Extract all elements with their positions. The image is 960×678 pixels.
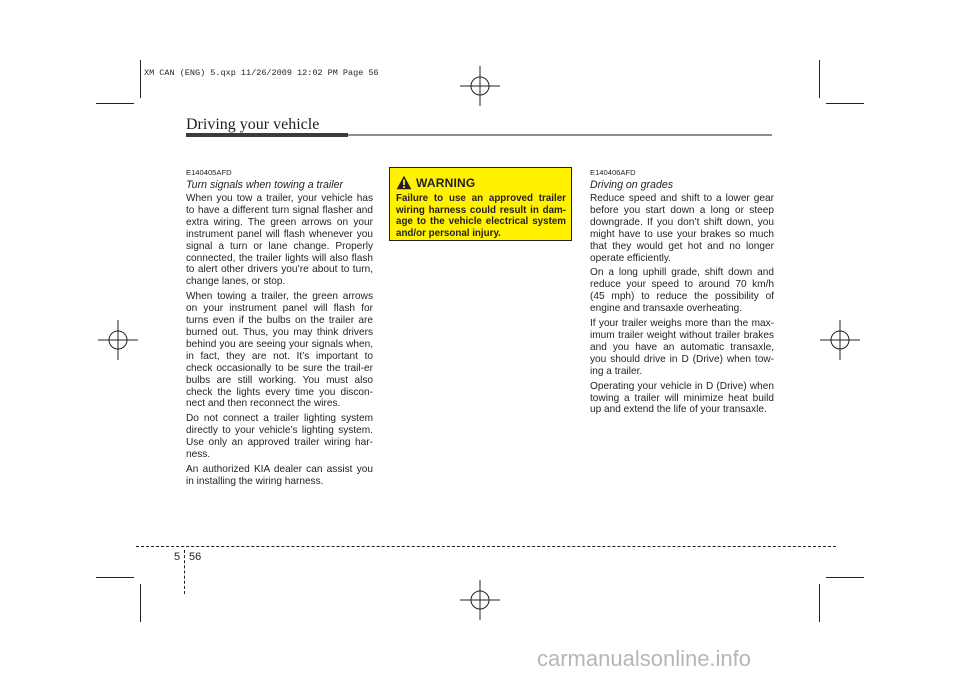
page-number: 56 <box>189 551 202 563</box>
warning-triangle-icon <box>396 175 412 190</box>
paragraph: An authorized KIA dealer can assist you in installing the wiring harness. <box>186 463 373 487</box>
crop-mark <box>96 577 134 578</box>
warning-header <box>396 174 475 191</box>
registration-mark-icon <box>458 64 502 108</box>
section-heading: Turn signals when towing a trailer <box>186 179 344 191</box>
left-column <box>186 168 373 491</box>
right-column <box>590 168 774 419</box>
warning-text: Failure to use an approved trailer wiring harness could result in dam-age to the vehicle electrical system and/or personal injury. <box>396 193 566 239</box>
warning-title: WARNING <box>416 175 476 190</box>
section-code: E140405AFD <box>186 168 232 177</box>
crop-mark <box>819 60 820 98</box>
crop-mark <box>819 584 820 622</box>
watermark: carmanualsonline.info <box>537 646 752 671</box>
crop-mark <box>140 584 141 622</box>
paragraph: When towing a trailer, the green arrows on your instrument panel will flash for turns even if the bulbs on the trailer are burned out. Thus, you may think drivers behind you are seeing your signals when, in fact, they are not. It’s important to check occasionally to be sure the trail-er bulbs are still working. You must also check the lights every time you discon-nect and then reconnect the wires. <box>186 291 373 410</box>
registration-mark-icon <box>96 318 140 362</box>
paragraph: On a long uphill grade, shift down and reduce your speed to around 70 km/h (45 mph) to reduce the possibility of engine and transaxle overheating. <box>590 267 774 315</box>
footer-rule <box>136 546 836 547</box>
section-code: E140406AFD <box>590 168 636 177</box>
footer-divider <box>184 550 185 594</box>
paragraph: Reduce speed and shift to a lower gear before you start down a long or steep downgrade. If you don’t shift down, you might have to use your brakes so much that they would get hot and no longer operate efficiently. <box>590 193 774 264</box>
paragraph: Do not connect a trailer lighting system directly to your vehicle’s lighting system. Use only an approved trailer wiring har-ness. <box>186 413 373 461</box>
crop-mark <box>96 103 134 104</box>
registration-mark-icon <box>818 318 862 362</box>
header-rule-thin <box>348 134 772 136</box>
registration-mark-icon <box>458 578 502 622</box>
print-slug: XM CAN (ENG) 5.qxp 11/26/2009 12:02 PM Page 56 <box>144 68 379 78</box>
crop-mark <box>826 577 864 578</box>
paragraph: Operating your vehicle in D (Drive) when towing a trailer will minimize heat build up and extend the life of your transaxle. <box>590 380 774 416</box>
paragraph: If your trailer weighs more than the max-imum trailer weight without trailer brakes and you have an automatic transaxle, you should drive in D (Drive) when tow-ing a trailer. <box>590 318 774 377</box>
header-rule <box>186 133 348 137</box>
crop-mark <box>826 103 864 104</box>
crop-mark <box>140 60 141 98</box>
paragraph: When you tow a trailer, your vehicle has to have a different turn signal flasher and extra wiring. The green arrows on your instrument panel will flash whenever you signal a turn or lane change. Properly connected, the trailer lights will also flash to alert other drivers you’re about to turn, change lanes, or stop. <box>186 193 373 288</box>
chapter-number: 5 <box>174 551 181 563</box>
section-title: Driving your vehicle <box>186 116 320 133</box>
warning-box <box>389 167 572 241</box>
section-heading: Driving on grades <box>590 179 674 191</box>
